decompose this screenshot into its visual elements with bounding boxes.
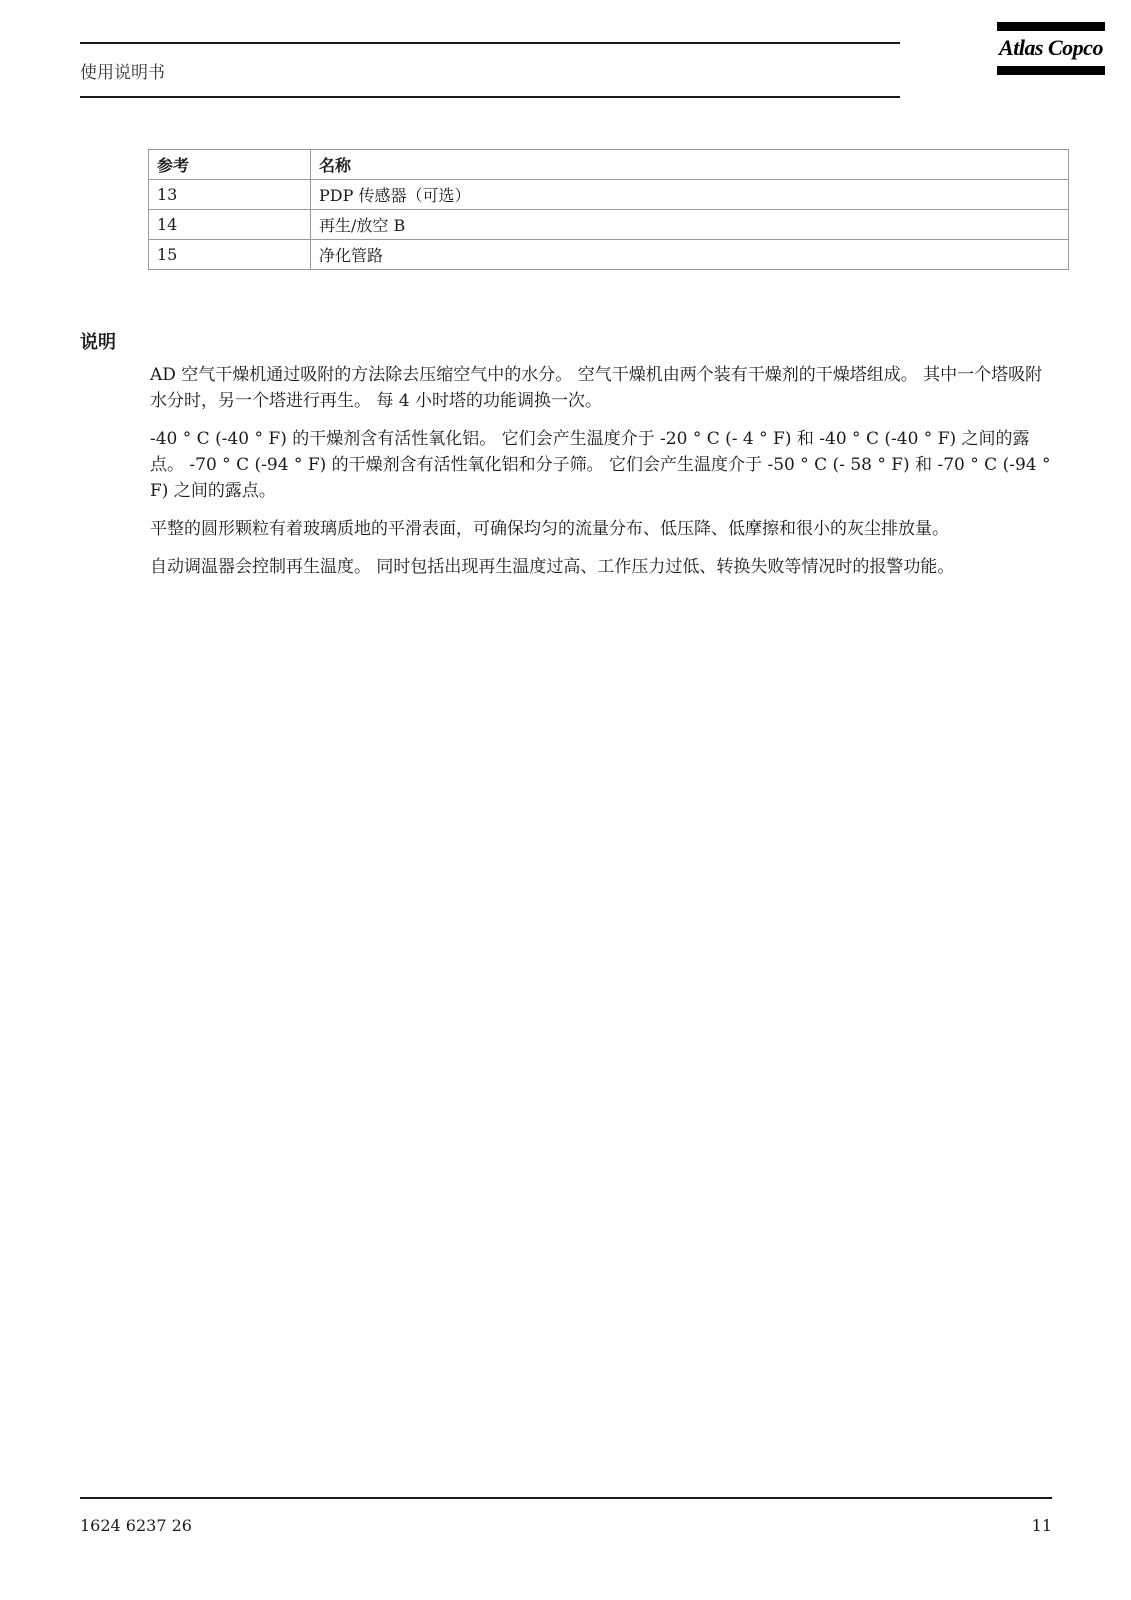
description-body xyxy=(150,362,1055,592)
cell-reference: 14 xyxy=(149,210,311,240)
page-header-title: 使用说明书 xyxy=(80,63,165,83)
paragraph: 平整的圆形颗粒有着玻璃质地的平滑表面，可确保均匀的流量分布、低压降、低摩擦和很小的灰尘排放量。 xyxy=(150,519,949,539)
cell-reference: 15 xyxy=(149,240,311,270)
document-number: 1624 6237 26 xyxy=(80,1516,192,1535)
table-row xyxy=(149,240,1069,270)
paragraph: -40 ° C (-40 ° F) 的干燥剂含有活性氧化铝。 它们会产生温度介于 -20 ° C (- 4 ° F) 和 -40 ° C (-40 ° F) 之间的露点。 -70 ° C (-94 ° F) 的干燥剂含有活性氧化铝和分子筛。 它们会产生温度介于 -50 ° C (- 58 ° F) 和 -70 ° C (-94 ° F) 之间的露点。 xyxy=(150,429,1051,501)
table-header-row xyxy=(149,150,1069,180)
footer-rule xyxy=(80,1497,1052,1499)
atlas-copco-logo xyxy=(997,22,1105,76)
logo-text: Atlas Copco xyxy=(999,35,1103,60)
paragraph: AD 空气干燥机通过吸附的方法除去压缩空气中的水分。 空气干燥机由两个装有干燥剂的干燥塔组成。 其中一个塔吸附水分时，另一个塔进行再生。 每 4 小时塔的功能调换一次。 xyxy=(150,365,1043,411)
section-heading-description: 说明 xyxy=(80,332,116,353)
logo-bar-top xyxy=(997,22,1105,31)
column-header-reference: 参考 xyxy=(149,150,311,180)
table-row xyxy=(149,210,1069,240)
header-rule-top xyxy=(80,42,900,44)
cell-name: PDP 传感器（可选） xyxy=(311,180,1069,210)
page-number: 11 xyxy=(1031,1516,1052,1535)
cell-reference: 13 xyxy=(149,180,311,210)
logo-bar-bottom xyxy=(997,66,1105,75)
paragraph: 自动调温器会控制再生温度。 同时包括出现再生温度过高、工作压力过低、转换失败等情况时的报警功能。 xyxy=(150,557,955,577)
cell-name: 净化管路 xyxy=(311,240,1069,270)
cell-name: 再生/放空 B xyxy=(311,210,1069,240)
reference-table xyxy=(148,149,1069,270)
column-header-name: 名称 xyxy=(311,150,1069,180)
table-row xyxy=(149,180,1069,210)
header-rule-bottom xyxy=(80,96,900,98)
